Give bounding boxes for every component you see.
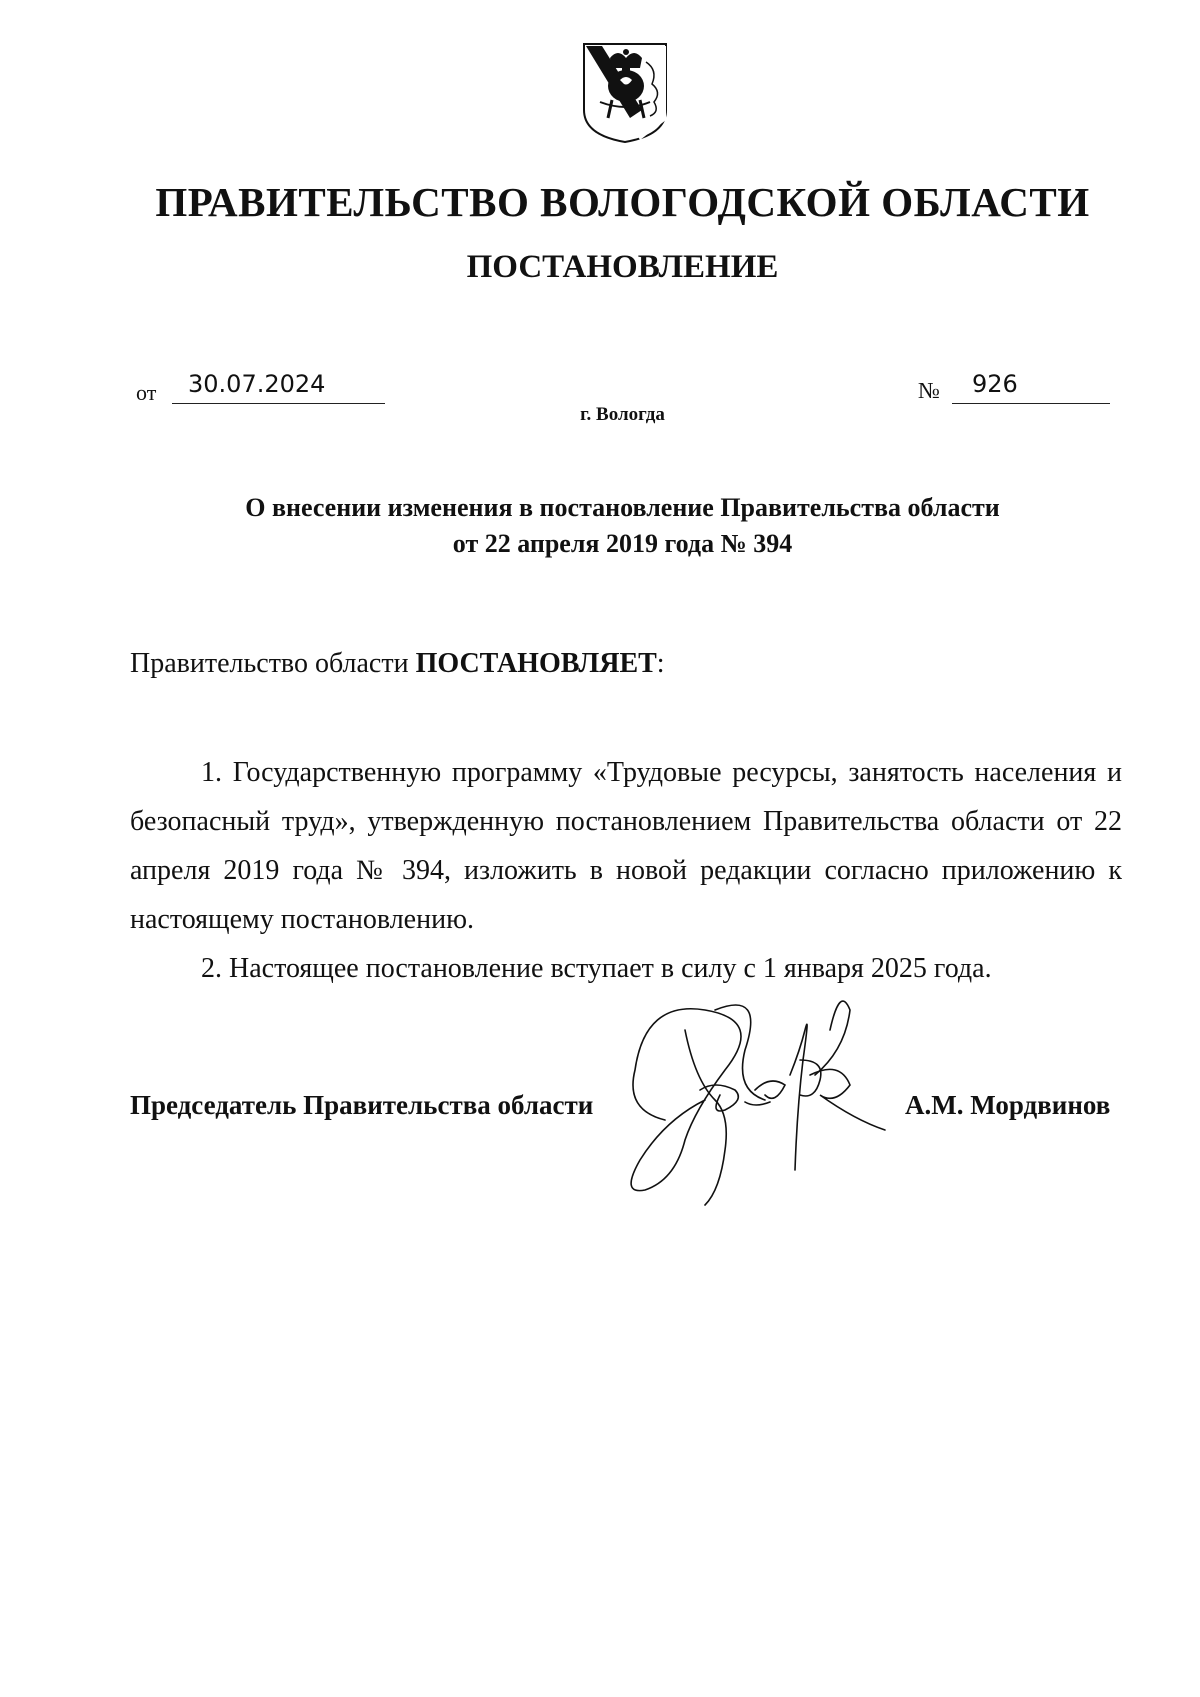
signature-block [0,1085,1200,1135]
subject-line-2: от 22 апреля 2019 года № 394 [452,529,793,558]
decree-body [130,748,1122,993]
decree-item-2: 2. Настоящее постановление вступает в силу с 1 января 2025 года. [201,953,992,984]
intro-text: Правительство области [130,648,416,679]
coat-of-arms-icon [580,40,670,145]
number-label: № [918,378,940,403]
decree-item-1: 1. Государственную программу «Трудовые ресурсы, занятость населения и безопасный труд», утвержденную постановлением Правительства области от 22 апреля 2019 года № 394, изложить в новой редакции согласно приложению к настоящему постановлению. [130,757,1122,935]
document-type: ПОСТАНОВЛЕНИЕ [466,249,779,285]
signer-name: А.М. Мордвинов [905,1090,1111,1120]
government-title: ПРАВИТЕЛЬСТВО ВОЛОГОДСКОЙ ОБЛАСТИ [155,179,1090,225]
signer-title: Председатель Правительства области [130,1090,594,1120]
document-subject [100,490,1145,562]
document-number: 926 [952,370,1110,404]
city: г. Вологда [580,404,665,425]
signature-icon [625,990,915,1230]
document-date: 30.07.2024 [172,370,385,404]
decree-intro [130,648,1130,680]
subject-line-1: О внесении изменения в постановление Правительства области [245,493,1000,522]
intro-colon: : [656,648,665,679]
date-label: от [136,380,157,405]
intro-decrees: ПОСТАНОВЛЯЕТ [415,648,657,679]
